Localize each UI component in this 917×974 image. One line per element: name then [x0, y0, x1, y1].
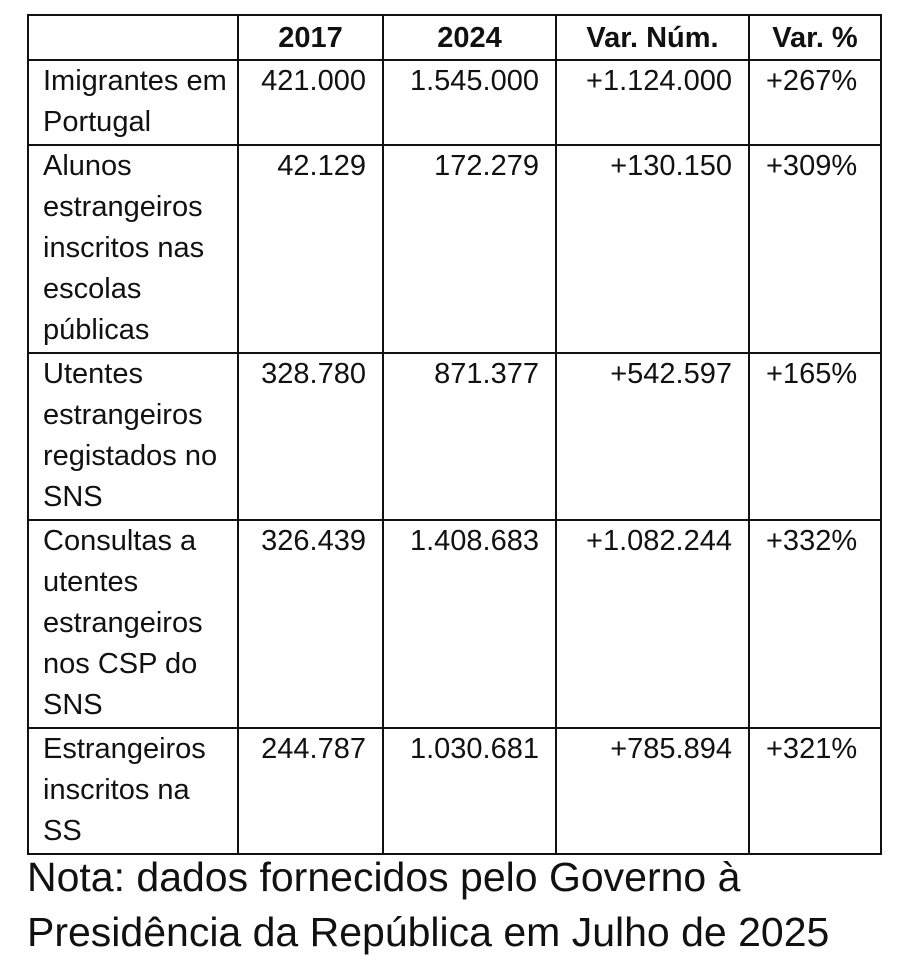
cell-var-pct: +332% — [749, 520, 881, 728]
header-2024: 2024 — [383, 15, 556, 60]
cell-2017: 42.129 — [238, 145, 383, 353]
cell-var-num: +1.124.000 — [556, 60, 749, 145]
row-label: Utentes estrangeiros registados no SNS — [28, 353, 238, 520]
table-row — [28, 520, 881, 728]
cell-var-num: +1.082.244 — [556, 520, 749, 728]
cell-2017: 244.787 — [238, 728, 383, 854]
table-row — [28, 353, 881, 520]
table-row — [28, 145, 881, 353]
cell-var-pct: +165% — [749, 353, 881, 520]
cell-2024: 1.408.683 — [383, 520, 556, 728]
cell-var-num: +130.150 — [556, 145, 749, 353]
cell-2017: 328.780 — [238, 353, 383, 520]
cell-2024: 172.279 — [383, 145, 556, 353]
header-empty-cell — [28, 15, 238, 60]
cell-var-pct: +321% — [749, 728, 881, 854]
row-label: Alunos estrangeiros inscritos nas escolas públicas — [28, 145, 238, 353]
cell-2024: 871.377 — [383, 353, 556, 520]
cell-var-pct: +309% — [749, 145, 881, 353]
row-label: Imigrantes em Portugal — [28, 60, 238, 145]
cell-2024: 1.545.000 — [383, 60, 556, 145]
cell-var-num: +785.894 — [556, 728, 749, 854]
header-var-num: Var. Núm. — [556, 15, 749, 60]
cell-var-num: +542.597 — [556, 353, 749, 520]
statistics-table — [27, 14, 882, 855]
cell-var-pct: +267% — [749, 60, 881, 145]
source-note: Nota: dados fornecidos pelo Governo à Presidência da República em Julho de 2025 — [27, 854, 830, 955]
table-header-row — [28, 15, 881, 60]
header-var-pct: Var. % — [749, 15, 881, 60]
row-label: Estrangeiros inscritos na SS — [28, 728, 238, 854]
cell-2017: 421.000 — [238, 60, 383, 145]
cell-2017: 326.439 — [238, 520, 383, 728]
table-row — [28, 60, 881, 145]
table-row — [28, 728, 881, 854]
row-label: Consultas a utentes estrangeiros nos CSP do SNS — [28, 520, 238, 728]
cell-2024: 1.030.681 — [383, 728, 556, 854]
header-2017: 2017 — [238, 15, 383, 60]
